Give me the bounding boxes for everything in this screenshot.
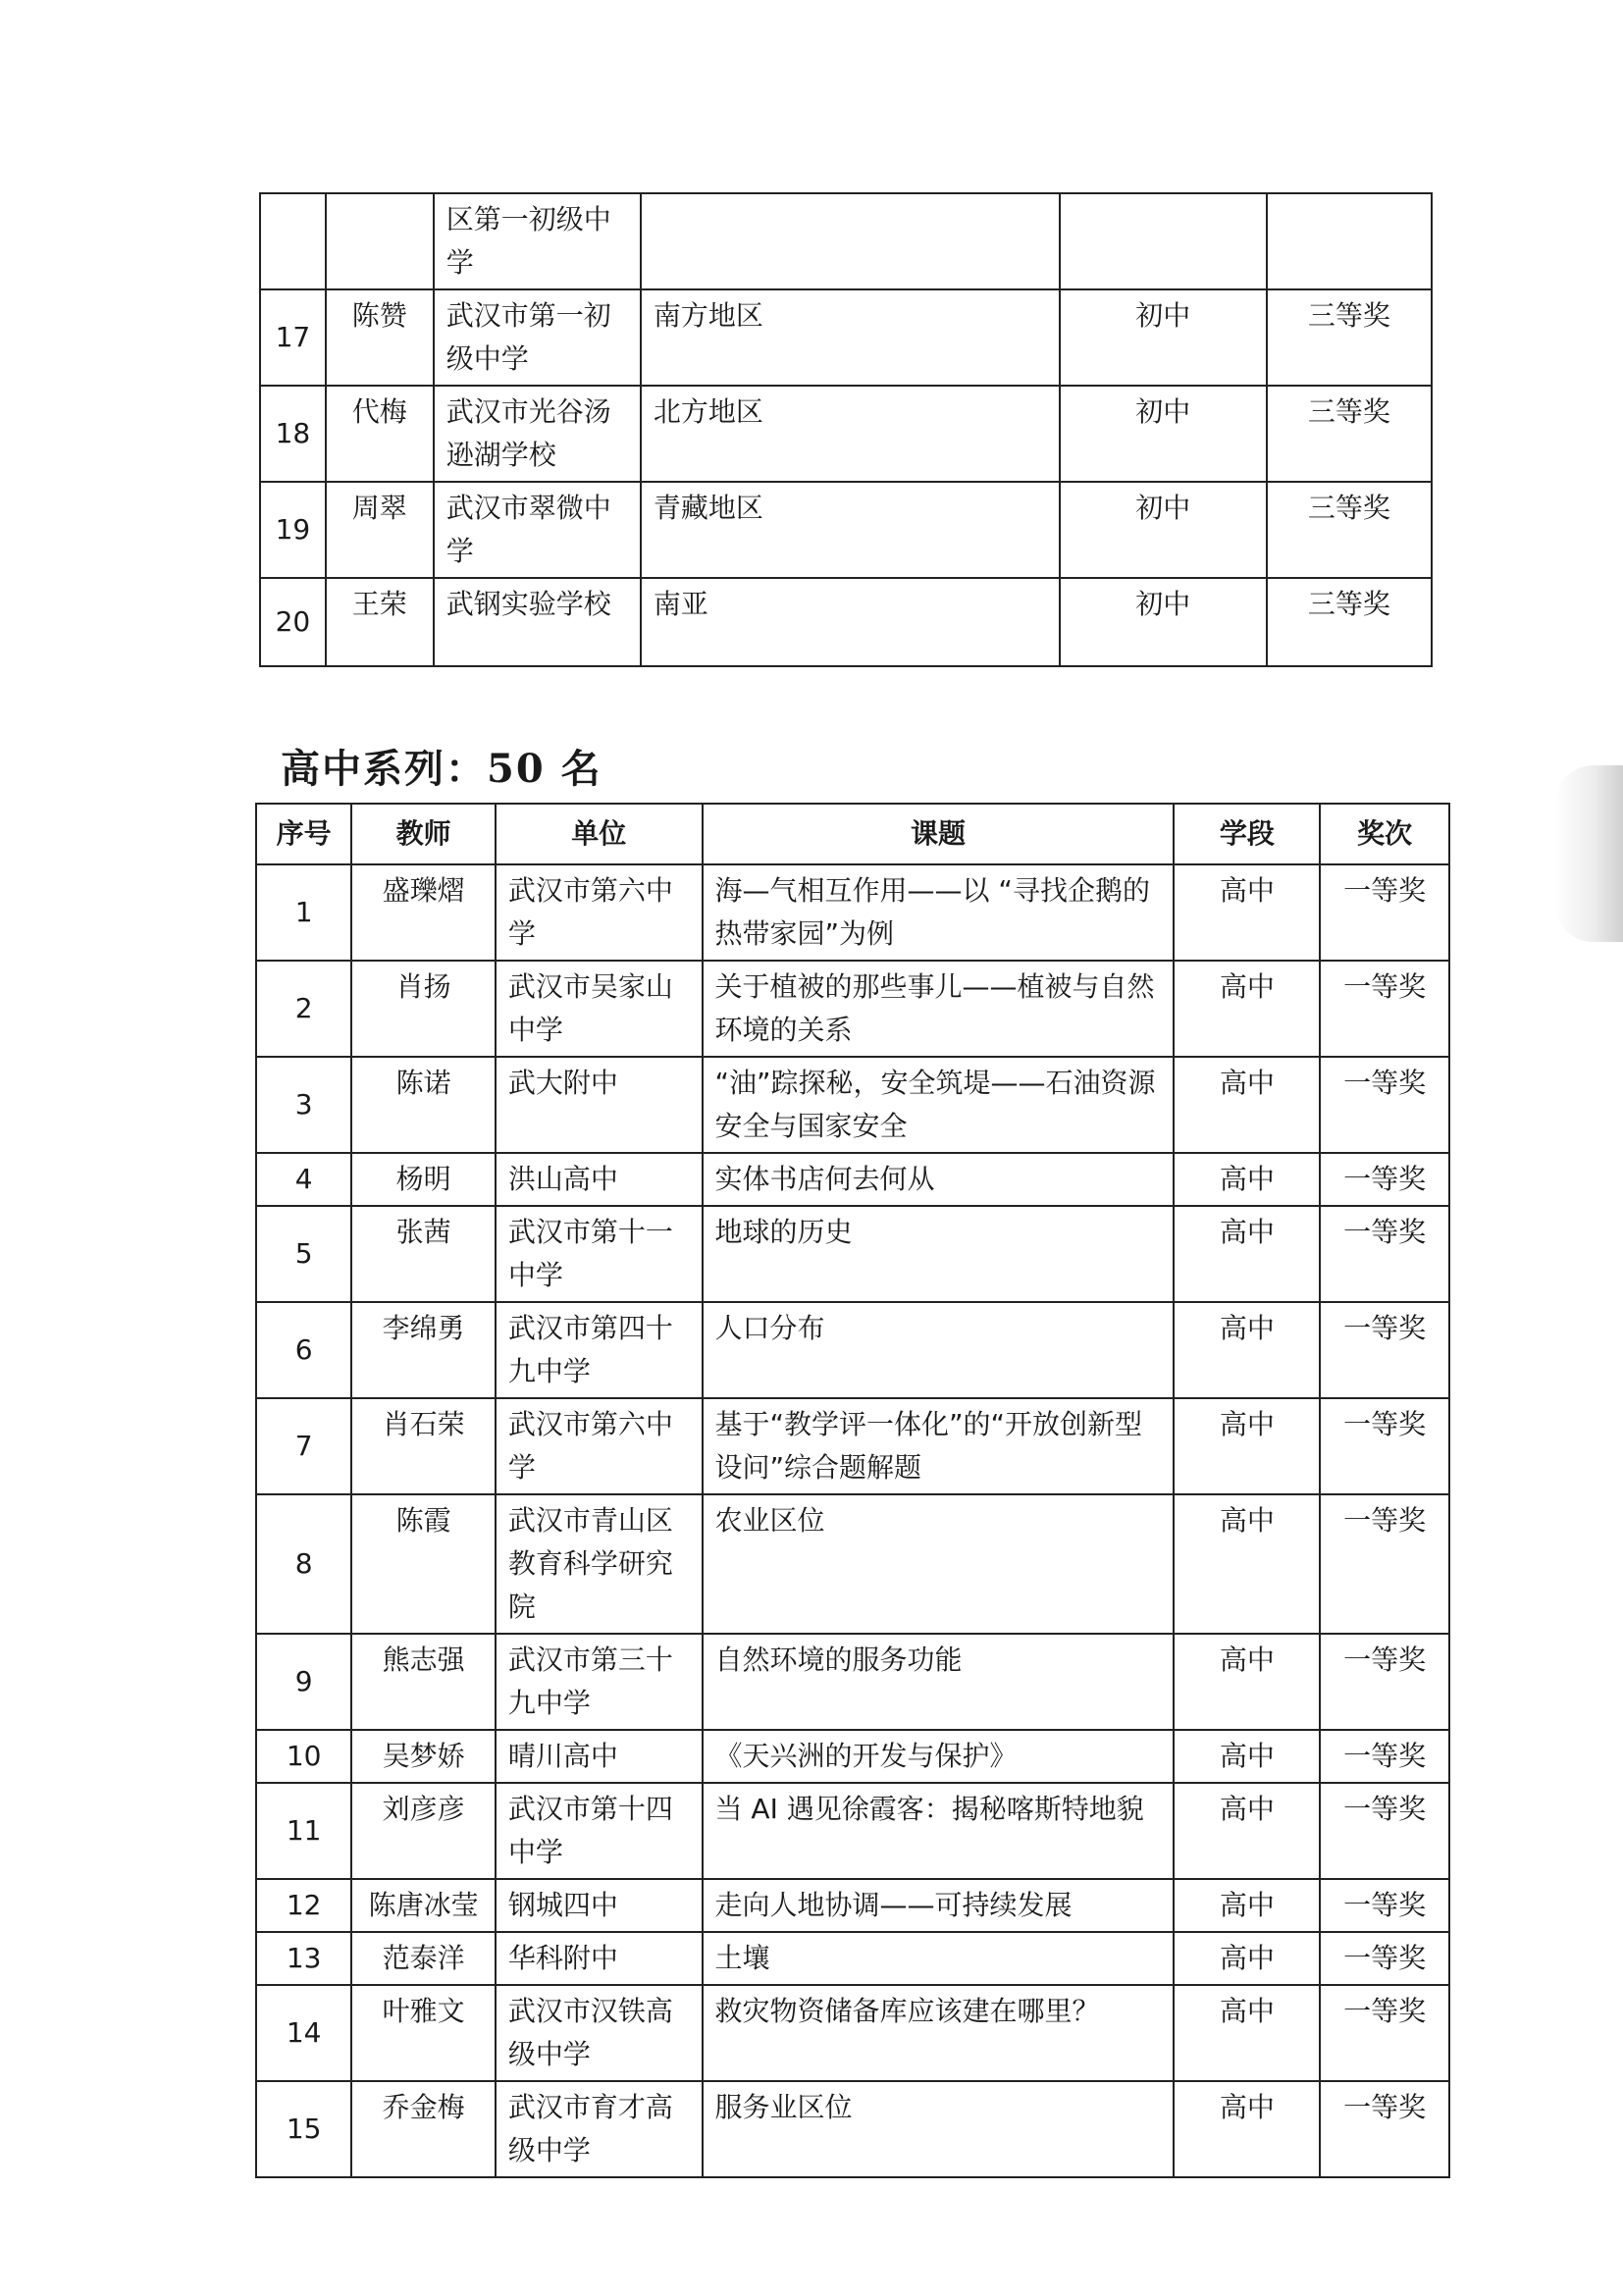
topic: 走向人地协调——可持续发展 (703, 1879, 1175, 1932)
row-number: 11 (256, 1783, 351, 1879)
teacher-name (326, 193, 434, 289)
stage: 初中 (1060, 289, 1267, 386)
teacher-name: 陈赞 (326, 289, 434, 386)
stage: 高中 (1174, 1398, 1320, 1494)
stage: 高中 (1174, 1730, 1320, 1783)
topic: 自然环境的服务功能 (703, 1634, 1175, 1730)
stage: 高中 (1174, 1206, 1320, 1302)
award: 三等奖 (1267, 482, 1432, 578)
row-number: 6 (256, 1302, 351, 1398)
row-number: 7 (256, 1398, 351, 1494)
school-name: 武汉市第三十九中学 (496, 1634, 703, 1730)
award: 一等奖 (1320, 1634, 1449, 1730)
topic (641, 193, 1060, 289)
school-name: 武汉市青山区教育科学研究院 (496, 1494, 703, 1634)
stage: 高中 (1174, 1153, 1320, 1206)
row-number: 19 (260, 482, 326, 578)
stage: 高中 (1174, 1783, 1320, 1879)
table-row (256, 1985, 1449, 2081)
teacher-name: 陈唐冰莹 (351, 1879, 496, 1932)
stage: 高中 (1174, 961, 1320, 1057)
award: 一等奖 (1320, 1206, 1449, 1302)
school-name: 武汉市第一初级中学 (434, 289, 641, 386)
award: 一等奖 (1320, 1302, 1449, 1398)
stage: 高中 (1174, 1494, 1320, 1634)
teacher-name: 李绵勇 (351, 1302, 496, 1398)
stage: 初中 (1060, 482, 1267, 578)
table-row (256, 1879, 1449, 1932)
section-title: 高中系列：50 名 (281, 746, 602, 792)
teacher-name: 张茜 (351, 1206, 496, 1302)
page-edge-shadow (1554, 765, 1623, 942)
table-row (256, 1302, 1449, 1398)
row-number: 10 (256, 1730, 351, 1783)
topic: 北方地区 (641, 386, 1060, 482)
school-name: 武汉市汉铁高级中学 (496, 1985, 703, 2081)
award: 三等奖 (1267, 289, 1432, 386)
topic: 农业区位 (703, 1494, 1175, 1634)
award: 一等奖 (1320, 1398, 1449, 1494)
row-number: 14 (256, 1985, 351, 2081)
table-row (256, 1634, 1449, 1730)
row-number: 9 (256, 1634, 351, 1730)
table-row (260, 386, 1432, 482)
teacher-name: 熊志强 (351, 1634, 496, 1730)
row-number: 2 (256, 961, 351, 1057)
teacher-name: 王荣 (326, 578, 434, 666)
row-number (260, 193, 326, 289)
topic: 海—气相互作用——以 “寻找企鹅的热带家园”为例 (703, 864, 1175, 961)
topic: 基于“教学评一体化”的“开放创新型设问”综合题解题 (703, 1398, 1175, 1494)
school-name: 武汉市第十一中学 (496, 1206, 703, 1302)
topic: 当 AI 遇见徐霞客：揭秘喀斯特地貌 (703, 1783, 1175, 1879)
column-header: 序号 (256, 804, 351, 864)
stage: 高中 (1174, 1634, 1320, 1730)
school-name: 钢城四中 (496, 1879, 703, 1932)
row-number: 1 (256, 864, 351, 961)
row-number: 12 (256, 1879, 351, 1932)
school-name: 武汉市第十四中学 (496, 1783, 703, 1879)
teacher-name: 盛瓅熠 (351, 864, 496, 961)
award: 一等奖 (1320, 1932, 1449, 1985)
teacher-name: 陈霞 (351, 1494, 496, 1634)
school-name: 武汉市育才高级中学 (496, 2081, 703, 2177)
school-name: 武钢实验学校 (434, 578, 641, 666)
topic: 实体书店何去何从 (703, 1153, 1175, 1206)
row-number: 13 (256, 1932, 351, 1985)
teacher-name: 吴梦娇 (351, 1730, 496, 1783)
award: 一等奖 (1320, 1783, 1449, 1879)
award (1267, 193, 1432, 289)
school-name: 区第一初级中学 (434, 193, 641, 289)
stage: 高中 (1174, 1057, 1320, 1153)
table-row (260, 482, 1432, 578)
stage: 初中 (1060, 386, 1267, 482)
teacher-name: 陈诺 (351, 1057, 496, 1153)
teacher-name: 代梅 (326, 386, 434, 482)
teacher-name: 肖石荣 (351, 1398, 496, 1494)
column-header: 教师 (351, 804, 496, 864)
stage: 高中 (1174, 1932, 1320, 1985)
teacher-name: 杨明 (351, 1153, 496, 1206)
topic: 南亚 (641, 578, 1060, 666)
topic: 人口分布 (703, 1302, 1175, 1398)
column-header: 学段 (1174, 804, 1320, 864)
teacher-name: 叶雅文 (351, 1985, 496, 2081)
topic: 地球的历史 (703, 1206, 1175, 1302)
stage: 高中 (1174, 2081, 1320, 2177)
table-row (256, 864, 1449, 961)
high-school-award-table (255, 803, 1450, 2178)
row-number: 5 (256, 1206, 351, 1302)
school-name: 武汉市光谷汤逊湖学校 (434, 386, 641, 482)
school-name: 武汉市第四十九中学 (496, 1302, 703, 1398)
stage (1060, 193, 1267, 289)
column-header: 单位 (496, 804, 703, 864)
column-header: 奖次 (1320, 804, 1449, 864)
award: 一等奖 (1320, 1494, 1449, 1634)
award: 一等奖 (1320, 1985, 1449, 2081)
stage: 高中 (1174, 1985, 1320, 2081)
table-row (256, 2081, 1449, 2177)
table-row (256, 1730, 1449, 1783)
school-name: 武大附中 (496, 1057, 703, 1153)
award: 一等奖 (1320, 961, 1449, 1057)
topic: 关于植被的那些事儿——植被与自然环境的关系 (703, 961, 1175, 1057)
topic: 救灾物资储备库应该建在哪里？ (703, 1985, 1175, 2081)
table-header-row (256, 804, 1449, 864)
school-name: 晴川高中 (496, 1730, 703, 1783)
topic: 南方地区 (641, 289, 1060, 386)
school-name: 武汉市第六中学 (496, 864, 703, 961)
row-number: 15 (256, 2081, 351, 2177)
topic: 《天兴洲的开发与保护》 (703, 1730, 1175, 1783)
topic: 土壤 (703, 1932, 1175, 1985)
row-number: 4 (256, 1153, 351, 1206)
stage: 高中 (1174, 864, 1320, 961)
continued-award-table (259, 192, 1433, 667)
school-name: 武汉市吴家山中学 (496, 961, 703, 1057)
row-number: 18 (260, 386, 326, 482)
topic: 青藏地区 (641, 482, 1060, 578)
award: 一等奖 (1320, 1057, 1449, 1153)
row-number: 17 (260, 289, 326, 386)
table-row (260, 193, 1432, 289)
topic: “油”踪探秘，安全筑堤——石油资源安全与国家安全 (703, 1057, 1175, 1153)
table-row (256, 1398, 1449, 1494)
column-header: 课题 (703, 804, 1175, 864)
row-number: 8 (256, 1494, 351, 1634)
award: 三等奖 (1267, 386, 1432, 482)
row-number: 20 (260, 578, 326, 666)
table-row (256, 1153, 1449, 1206)
teacher-name: 刘彦彦 (351, 1783, 496, 1879)
award: 一等奖 (1320, 2081, 1449, 2177)
teacher-name: 周翠 (326, 482, 434, 578)
stage: 高中 (1174, 1879, 1320, 1932)
award: 一等奖 (1320, 1153, 1449, 1206)
table-row (256, 1783, 1449, 1879)
topic: 服务业区位 (703, 2081, 1175, 2177)
award: 一等奖 (1320, 864, 1449, 961)
table-row (256, 961, 1449, 1057)
stage: 初中 (1060, 578, 1267, 666)
stage: 高中 (1174, 1302, 1320, 1398)
teacher-name: 范泰洋 (351, 1932, 496, 1985)
school-name: 洪山高中 (496, 1153, 703, 1206)
table-row (256, 1206, 1449, 1302)
teacher-name: 肖扬 (351, 961, 496, 1057)
school-name: 武汉市第六中学 (496, 1398, 703, 1494)
award: 一等奖 (1320, 1730, 1449, 1783)
table-row (256, 1494, 1449, 1634)
row-number: 3 (256, 1057, 351, 1153)
table-row (256, 1932, 1449, 1985)
teacher-name: 乔金梅 (351, 2081, 496, 2177)
award: 一等奖 (1320, 1879, 1449, 1932)
table-row (256, 1057, 1449, 1153)
school-name: 华科附中 (496, 1932, 703, 1985)
table-row (260, 289, 1432, 386)
table-row (260, 578, 1432, 666)
school-name: 武汉市翠微中学 (434, 482, 641, 578)
award: 三等奖 (1267, 578, 1432, 666)
